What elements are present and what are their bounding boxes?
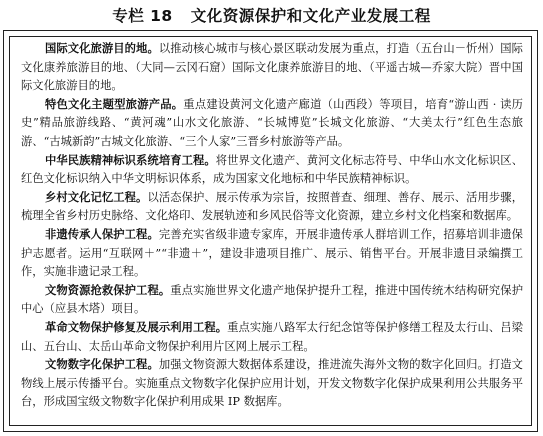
item-title: 非遗传承人保护工程。 <box>45 227 159 241</box>
item-title: 文物数字化保护工程。 <box>45 358 159 372</box>
item-title: 乡村文化记忆工程。 <box>45 190 148 204</box>
item-body: 重点实施八路军太行纪念馆等保护修缮工程及太行山、吕梁山、五台山、太岳山革命文物保护利用片区网上展示工程。 <box>21 320 523 353</box>
item-title: 特色文化主题型旅游产品。 <box>45 97 184 111</box>
column-title: 文化资源保护和文化产业发展工程 <box>190 7 431 25</box>
item-body: 加强文物资源大数据体系建设，推进流失海外文物的数字化回归。打造文物线上展示传播平台。实施重点文物数字化保护应用计划，开发文物数字化保护成果利用公共服务平台，形成国宝级文物数字化保护利用成果 IP 数据库。 <box>21 358 523 409</box>
item-title: 中华民族精神标识系统培育工程。 <box>45 153 216 167</box>
item-heritage-inheritors <box>21 226 523 282</box>
outer-frame <box>3 30 538 432</box>
item-title: 革命文物保护修复及展示利用工程。 <box>45 320 228 334</box>
item-international-tourism <box>21 40 523 96</box>
item-spirit-identity <box>21 152 523 189</box>
item-digital-relics <box>21 356 523 412</box>
item-revolutionary-relics <box>21 319 523 356</box>
item-body: 完善充实省级非遗专家库，开展非遗传承人群培训工作，招募培训非遗保护志愿者。运用“互联网＋”“非遗＋”，建设非遗项目推广、展示、销售平台。开展非遗目录编撰工作，实施非遗记录工程。 <box>21 227 523 279</box>
item-body: 以推动核心城市与核心景区联动发展为重点，打造（五台山－忻州）国际文化康养旅游目的地、（大同—云冈石窟）国际文化康养旅游目的地、（平遥古城—乔家大院）晋中国际文化旅游目的地。 <box>21 42 523 93</box>
item-body: 以活态保护、展示传承为宗旨，按照普查、细理、善存、展示、活用步骤，梳理全省乡村历史脉络、文化烙印、发展轨迹和乡风民俗等文化资源，建立乡村文化档案和数据库。 <box>21 190 523 223</box>
content-frame <box>9 36 532 426</box>
item-title: 国际文化旅游目的地。 <box>45 42 159 55</box>
item-body: 重点建设黄河文化遗产廊道（山西段）等项目，培育“游山西 · 读历史”精品旅游线路、“黄河魂”山水文化旅游、“长城博览”长城文化旅游、“大美太行”红色生态旅游、“古城新韵”古城文化旅游、“三个人家”三晋乡村旅游等产品。 <box>21 97 523 148</box>
item-themed-tourism <box>21 96 523 152</box>
item-title: 文物资源抢救保护工程。 <box>45 283 171 297</box>
item-relic-rescue <box>21 282 523 319</box>
item-body: 重点实施世界文化遗产地保护提升工程，推进中国传统木结构研究保护中心（应县木塔）项目。 <box>21 283 523 316</box>
column-header <box>0 0 543 30</box>
item-rural-memory <box>21 189 523 226</box>
item-body: 将世界文化遗产、黄河文化标志符号、中华山水文化标识区、红色文化标识纳入中华文明标识体系，成为国家文化地标和中华民族精神标识。 <box>21 153 523 186</box>
column-label: 专栏 18 <box>112 7 173 25</box>
